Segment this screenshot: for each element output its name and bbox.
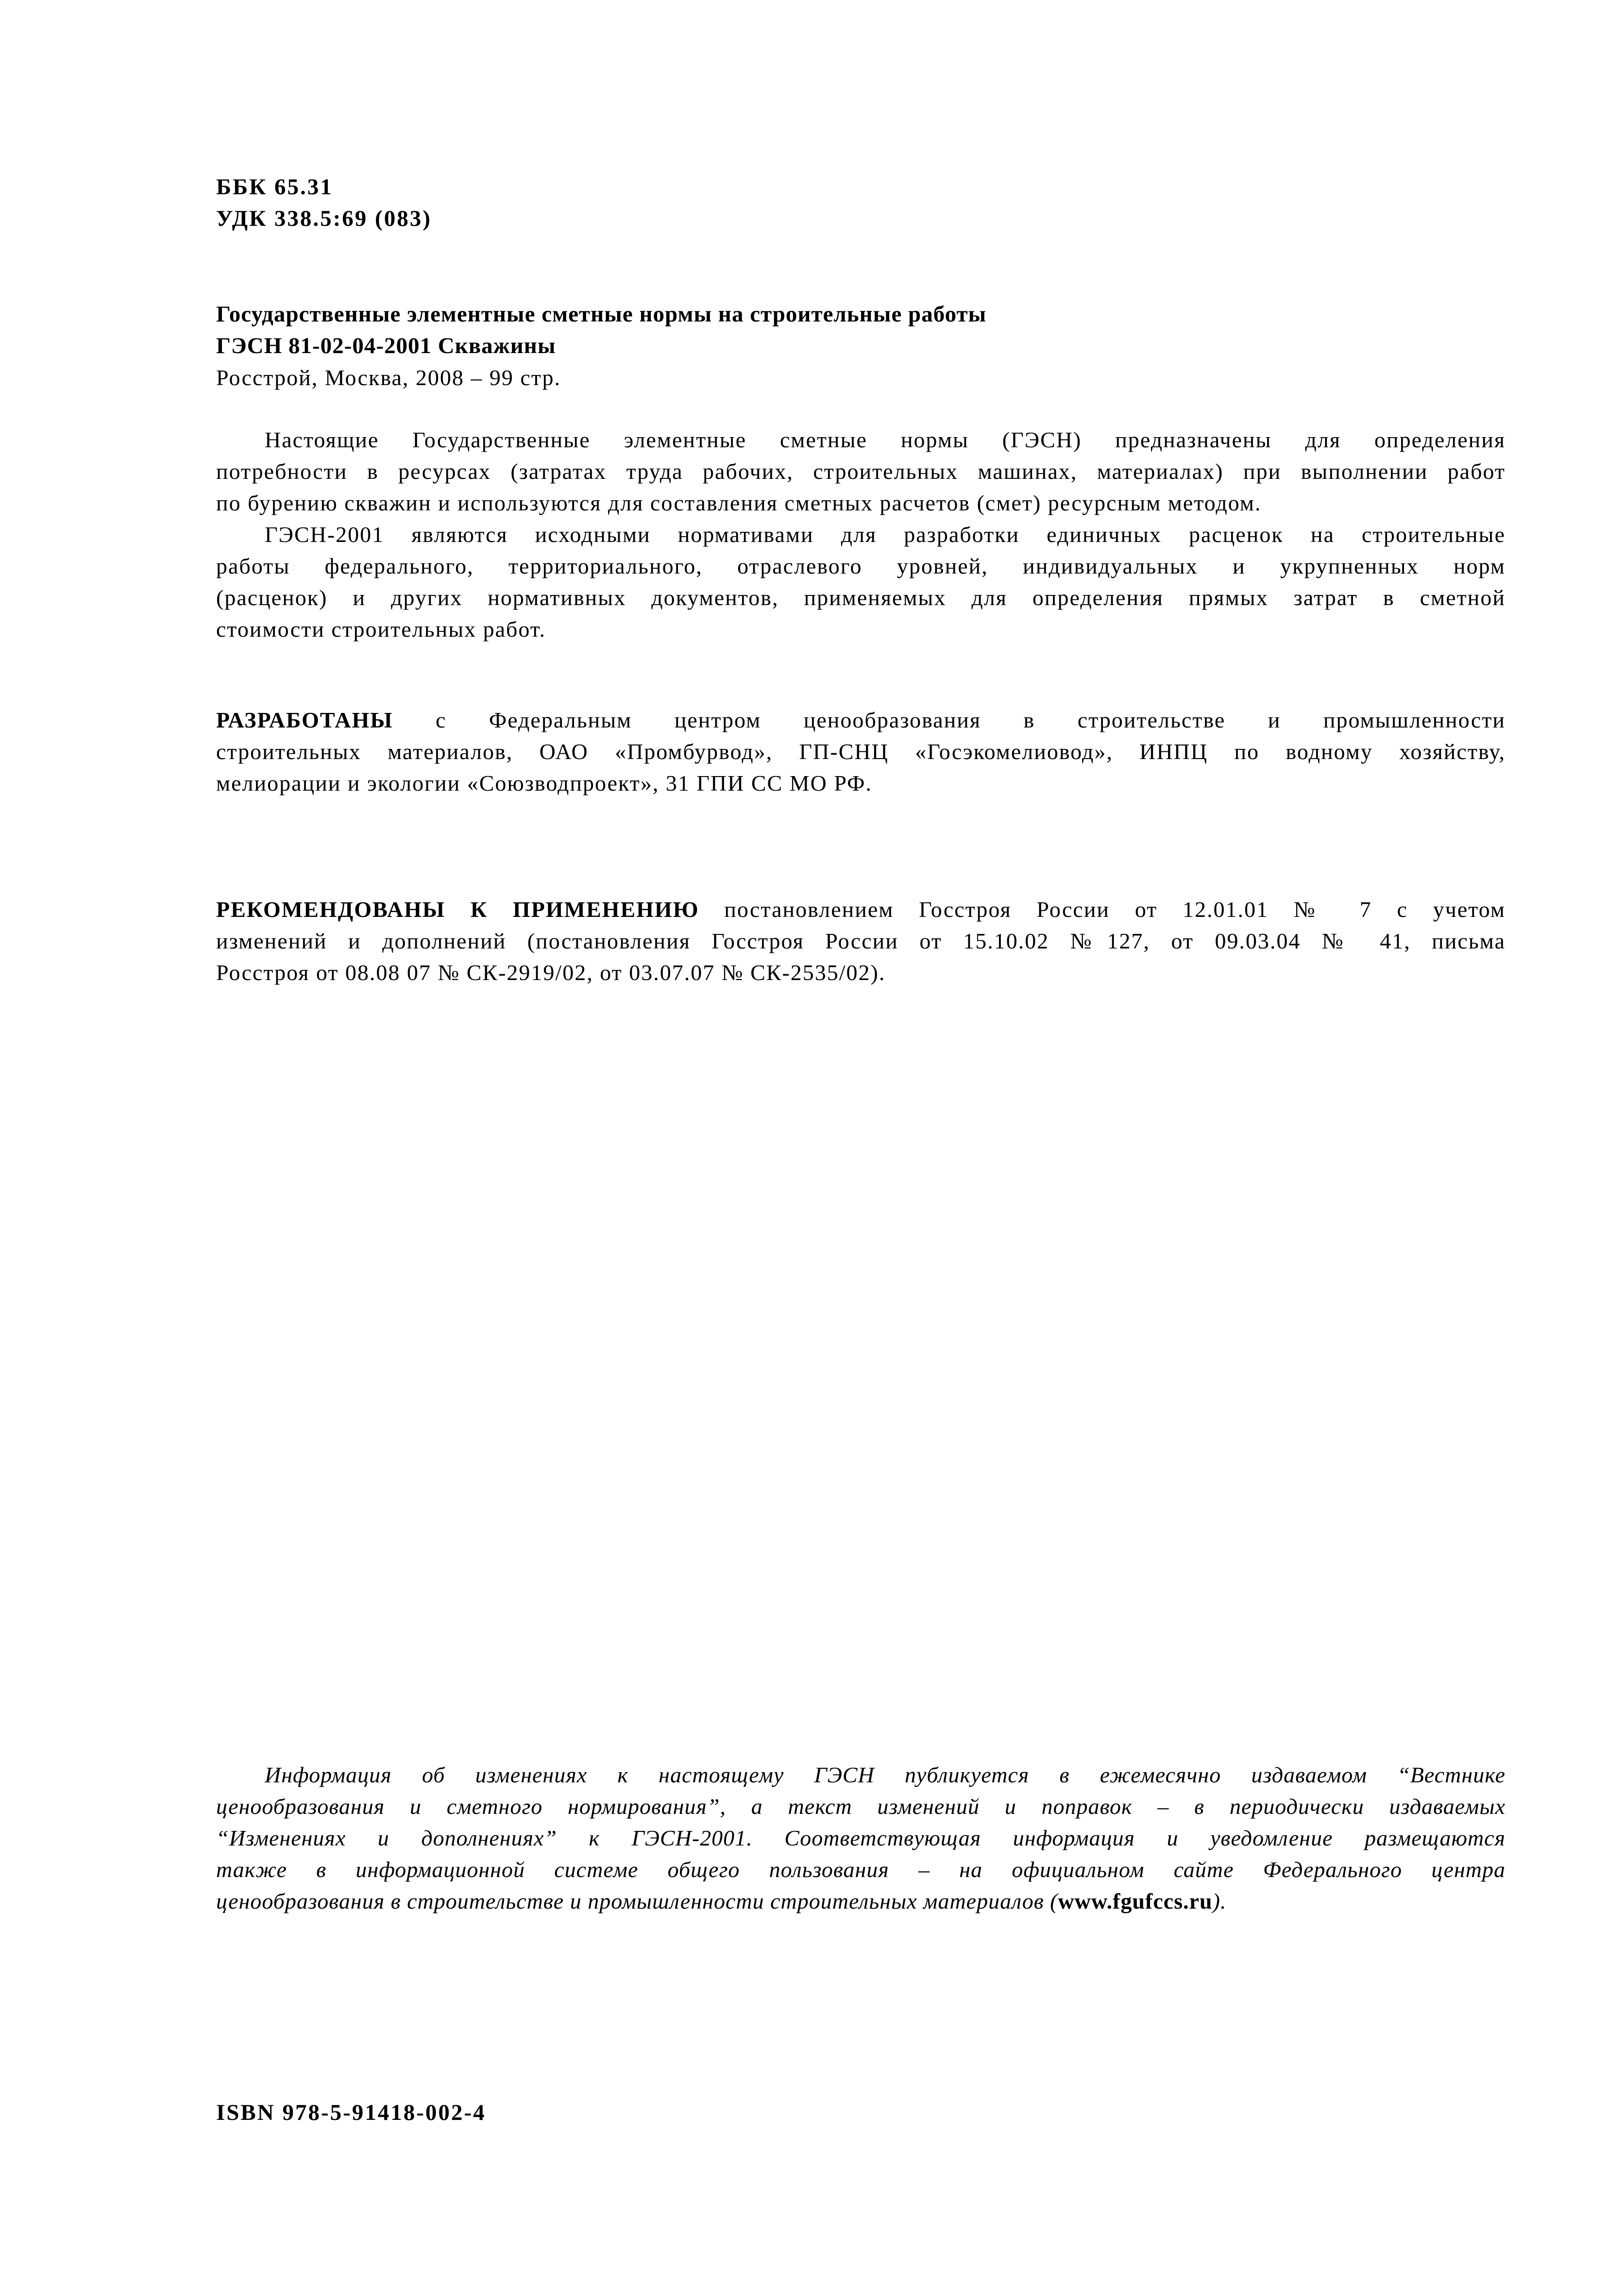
text-line: (расценок) и других нормативных документов, применяемых для определения прямых затрат в сметной (216, 585, 1506, 610)
text-line: “Изменениях и дополнениях” к ГЭСН-2001. Соответствующая информация и уведомление размещаются (216, 1826, 1506, 1850)
page-content (216, 0, 1506, 2129)
developed-by-label: РАЗРАБОТАНЫ (216, 708, 393, 732)
developed-by-text: с Федеральным центром ценообразования в строительстве и промышленности (393, 708, 1506, 732)
series-title: Государственные элементные сметные нормы на строительные работы (216, 302, 987, 327)
udk-code: УДК 338.5:69 (083) (216, 206, 432, 231)
developed-by-section (216, 704, 1506, 799)
changes-publication-note (216, 1759, 1506, 1917)
text-line: стоимости строительных работ. (216, 617, 546, 642)
text-line: работы федерального, территориального, отраслевого уровней, индивидуальных и укрупненных норм (216, 554, 1506, 578)
website-url: www.fgufccs.ru (1058, 1889, 1213, 1913)
text-line: Информация об изменениях к настоящему ГЭСН публикуется в ежемесячно издаваемом “Вестнике (265, 1762, 1506, 1787)
abstract-paragraph-1 (216, 424, 1506, 519)
recommended-section (216, 894, 1506, 988)
note-closing-text: ). (1212, 1889, 1227, 1913)
text-line (216, 894, 1506, 925)
text-line: потребности в ресурсах (затратах труда рабочих, строительных машинах, материалах) при выполнении работ (216, 459, 1506, 484)
text-line (216, 704, 1506, 736)
recommended-label: РЕКОМЕНДОВАНЫ К ПРИМЕНЕНИЮ (216, 897, 699, 922)
text-line: ценообразования и сметного нормирования”, а текст изменений и поправок – в периодически издаваемых (216, 1794, 1506, 1819)
text-line: ГЭСН-2001 являются исходными нормативами для разработки единичных расценок на строительные (265, 522, 1506, 547)
text-line (216, 1885, 1506, 1917)
text-line: строительных материалов, ОАО «Промбурвод», ГП-СНЦ «Госэкомелиовод», ИНПЦ по водному хозяйству, (216, 739, 1506, 764)
text-line: по бурению скважин и используются для составления сметных расчетов (смет) ресурсным методом. (216, 491, 1262, 515)
text-line: мелиорации и экологии «Союзводпроект», 31 ГПИ СС МО РФ. (216, 771, 872, 796)
classification-codes (216, 171, 1506, 235)
text-line: Настоящие Государственные элементные сметные нормы (ГЭСН) предназначены для определения (265, 427, 1506, 452)
text-line: Росстроя от 08.08 07 № СК-2919/02, от 03.07.07 № СК-2535/02). (216, 960, 886, 985)
text-line: также в информационной системе общего пользования – на официальном сайте Федерального центра (216, 1857, 1506, 1882)
document-code-title: ГЭСН 81-02-04-2001 Скважины (216, 333, 556, 358)
bbk-code: ББК 65.31 (216, 174, 333, 200)
imprint-line: Росстрой, Москва, 2008 – 99 стр. (216, 365, 561, 390)
abstract-paragraph-2 (216, 519, 1506, 645)
note-last-line-text: ценообразования в строительстве и промышленности строительных материалов ( (216, 1889, 1058, 1913)
isbn-number: ISBN 978-5-91418-002-4 (216, 2100, 486, 2125)
recommended-text: постановлением Госстроя России от 12.01.01 № 7 с учетом (699, 897, 1506, 922)
title-block (216, 299, 1506, 393)
text-line: изменений и дополнений (постановления Госстроя России от 15.10.02 №127, от 09.03.04 № 41, письма (216, 929, 1506, 953)
